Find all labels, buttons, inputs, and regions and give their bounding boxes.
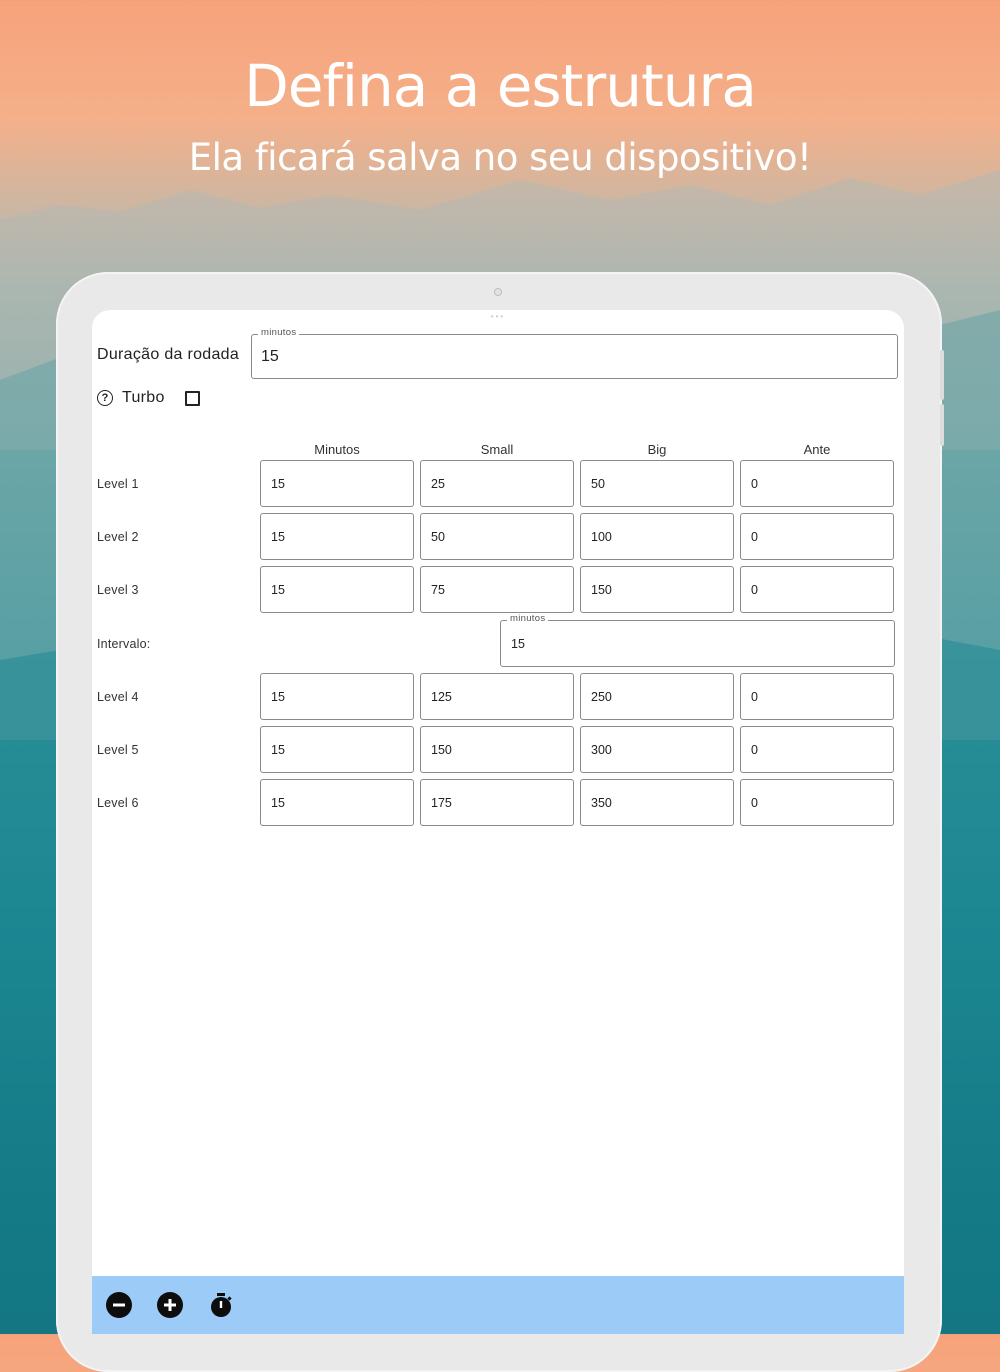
level-label: Level 1 [97, 477, 139, 491]
level-label: Level 6 [97, 796, 139, 810]
small-blind-field[interactable] [420, 513, 574, 560]
minutes-field[interactable] [260, 566, 414, 613]
big-blind-input[interactable] [581, 514, 733, 559]
big-blind-field[interactable] [580, 513, 734, 560]
add-level-icon[interactable] [157, 1292, 183, 1318]
bottom-toolbar [92, 1276, 904, 1334]
column-header-ante: Ante [803, 442, 831, 457]
break-label: Intervalo: [97, 637, 151, 651]
break-minutes-input[interactable] [501, 621, 894, 666]
ante-input[interactable] [741, 674, 893, 719]
round-duration-input[interactable] [252, 335, 897, 378]
turbo-label: Turbo [122, 389, 165, 406]
level-label: Level 3 [97, 583, 139, 597]
ante-field[interactable] [740, 779, 894, 826]
grabber-handle: ••• [490, 312, 506, 321]
small-blind-input[interactable] [421, 567, 573, 612]
help-icon[interactable]: ? [97, 390, 113, 406]
column-header-big: Big [647, 442, 667, 457]
ante-field[interactable] [740, 673, 894, 720]
small-blind-input[interactable] [421, 780, 573, 825]
small-blind-field[interactable] [420, 779, 574, 826]
big-blind-field[interactable] [580, 673, 734, 720]
minutes-input[interactable] [261, 727, 413, 772]
big-blind-field[interactable] [580, 460, 734, 507]
level-label: Level 2 [97, 530, 139, 544]
minutes-field[interactable] [260, 513, 414, 560]
big-blind-field[interactable] [580, 779, 734, 826]
big-blind-input[interactable] [581, 780, 733, 825]
minutes-input[interactable] [261, 514, 413, 559]
turbo-row [97, 388, 200, 408]
small-blind-field[interactable] [420, 460, 574, 507]
small-blind-input[interactable] [421, 674, 573, 719]
round-duration-field-label: minutos [258, 327, 299, 338]
ante-input[interactable] [741, 780, 893, 825]
minutes-input[interactable] [261, 567, 413, 612]
small-blind-input[interactable] [421, 461, 573, 506]
minutes-field[interactable] [260, 460, 414, 507]
promo-headline: Defina a estrutura [244, 52, 756, 120]
column-header-minutos: Minutos [314, 442, 360, 457]
remove-level-icon[interactable] [106, 1292, 132, 1318]
level-label: Level 5 [97, 743, 139, 757]
ante-field[interactable] [740, 460, 894, 507]
big-blind-input[interactable] [581, 727, 733, 772]
small-blind-field[interactable] [420, 726, 574, 773]
round-duration-field[interactable] [251, 327, 898, 379]
big-blind-field[interactable] [580, 726, 734, 773]
ante-input[interactable] [741, 727, 893, 772]
ante-field[interactable] [740, 566, 894, 613]
minutes-input[interactable] [261, 674, 413, 719]
minutes-input[interactable] [261, 461, 413, 506]
break-field-label: minutos [507, 613, 548, 624]
big-blind-input[interactable] [581, 567, 733, 612]
small-blind-input[interactable] [421, 727, 573, 772]
ante-input[interactable] [741, 514, 893, 559]
timer-icon[interactable] [208, 1292, 234, 1318]
small-blind-field[interactable] [420, 566, 574, 613]
small-blind-field[interactable] [420, 673, 574, 720]
minutes-field[interactable] [260, 726, 414, 773]
minutes-field[interactable] [260, 779, 414, 826]
break-minutes-field[interactable] [500, 613, 895, 667]
small-blind-input[interactable] [421, 514, 573, 559]
ante-input[interactable] [741, 567, 893, 612]
ante-field[interactable] [740, 513, 894, 560]
level-label: Level 4 [97, 690, 139, 704]
app-screen [92, 310, 904, 1334]
turbo-checkbox[interactable] [185, 391, 200, 406]
ante-input[interactable] [741, 461, 893, 506]
minutes-field[interactable] [260, 673, 414, 720]
tablet-volume-button [940, 350, 944, 400]
big-blind-input[interactable] [581, 674, 733, 719]
column-header-small: Small [480, 442, 514, 457]
round-duration-label: Duração da rodada [97, 346, 240, 363]
ante-field[interactable] [740, 726, 894, 773]
minutes-input[interactable] [261, 780, 413, 825]
promo-subheadline: Ela ficará salva no seu dispositivo! [188, 136, 812, 179]
big-blind-field[interactable] [580, 566, 734, 613]
camera-icon [494, 288, 502, 296]
tablet-volume-button [940, 404, 944, 446]
big-blind-input[interactable] [581, 461, 733, 506]
